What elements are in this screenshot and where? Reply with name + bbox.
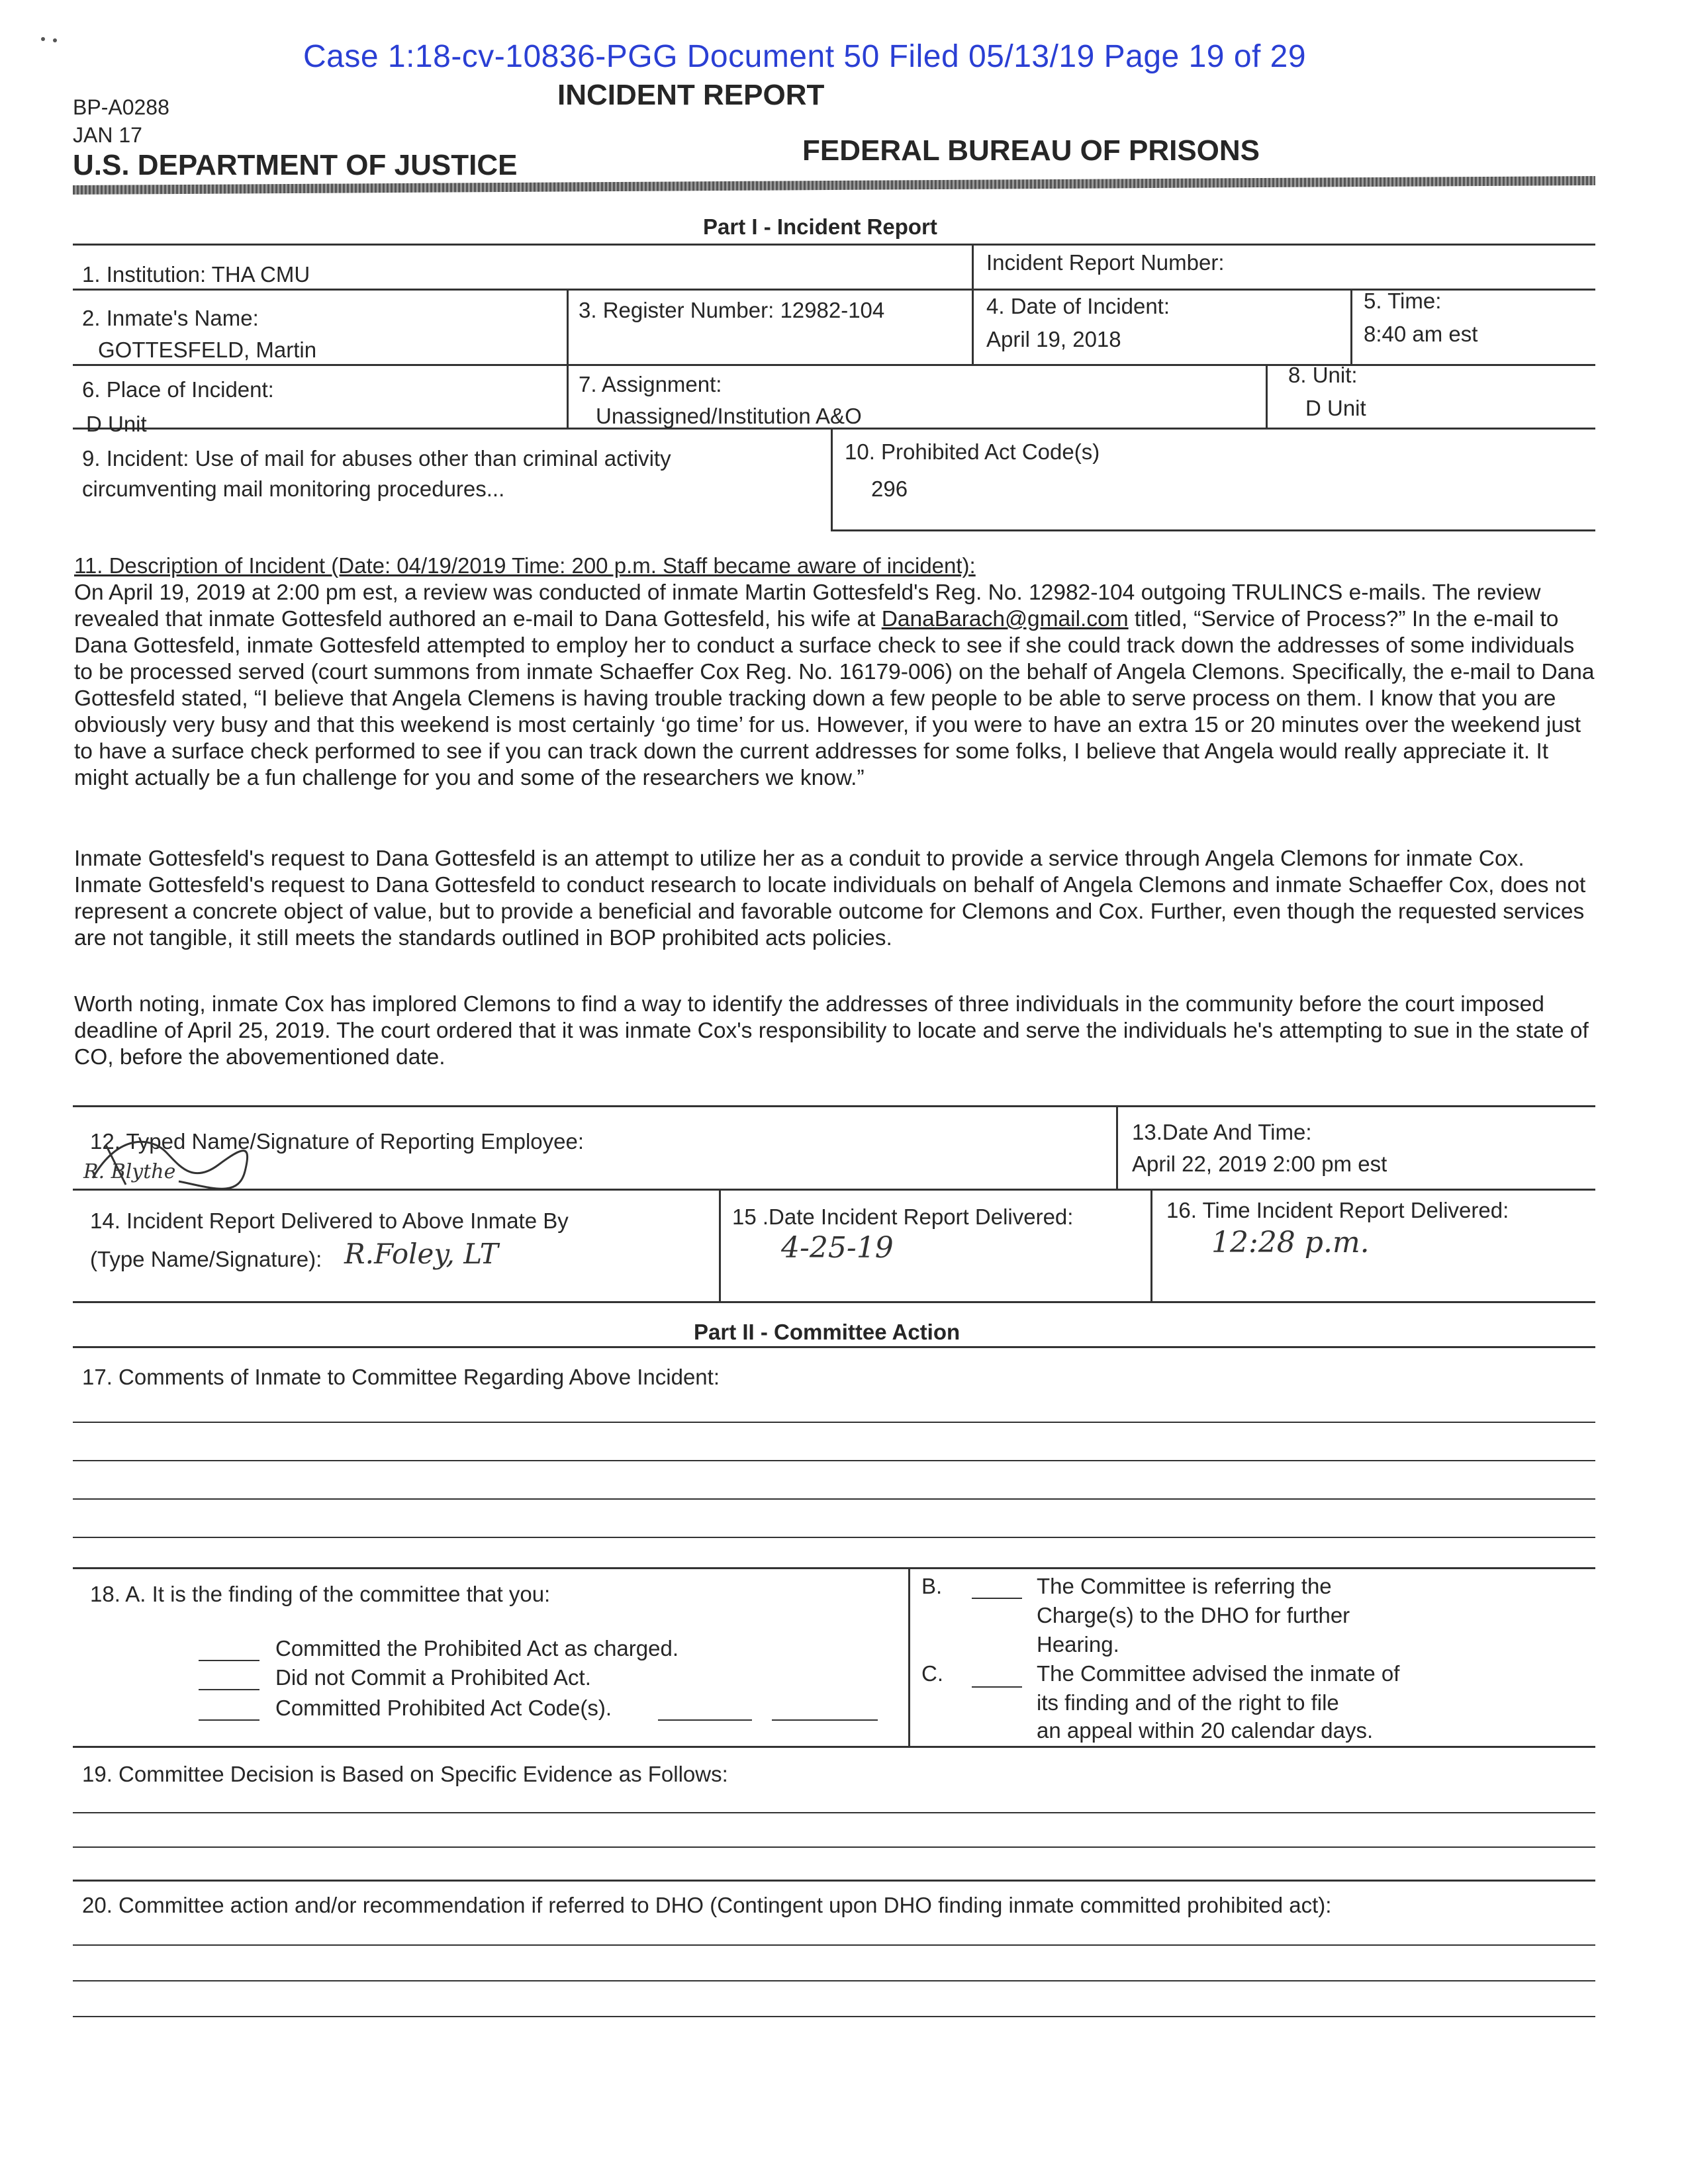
inmate-name-label: 2. Inmate's Name: [82,306,259,330]
rule [73,1301,1595,1303]
rule [73,244,1595,246]
part1-heading: Part I - Incident Report [703,214,937,239]
incident-time-label: 5. Time: [1364,289,1442,313]
rule [908,1567,910,1746]
inmate-comments-label: 17. Comments of Inmate to Committee Regarding Above Incident: [82,1365,720,1389]
committed-code-option: Committed Prohibited Act Code(s). [275,1696,612,1720]
rule [73,1105,1595,1107]
incident-date-label: 4. Date of Incident: [986,294,1170,318]
rule [73,364,1595,366]
place-label: 6. Place of Incident: [82,377,274,402]
not-committed-option: Did not Commit a Prohibited Act. [275,1665,591,1690]
institution-field: 1. Institution: THA CMU [82,262,310,287]
not-committed-checkbox[interactable] [199,1689,259,1690]
part2-heading: Part II - Committee Action [694,1320,961,1344]
scan-speck [41,37,45,41]
evidence-line [73,1846,1595,1848]
evidence-line [73,1812,1595,1813]
action-line [73,1980,1595,1981]
rule [1116,1105,1118,1189]
comment-line [73,1498,1595,1500]
rule [1350,289,1352,364]
option-c-text-1: The Committee advised the inmate of [1037,1661,1400,1686]
inmate-name-value: GOTTESFELD, Martin [98,338,317,362]
reporting-employee-label: 12. Typed Name/Signature of Reporting Employee: [90,1129,584,1154]
option-c-checkbox[interactable] [972,1686,1022,1688]
description-body [74,580,1597,792]
rule [1150,1189,1152,1301]
delivered-time-value: 12:28 p.m. [1211,1226,1370,1259]
option-c-text-2: its finding and of the right to file [1037,1690,1339,1715]
description-paragraph-2: Inmate Gottesfeld's request to Dana Gottesfeld is an attempt to utilize her as a conduit to provide a service through Angela Clemons for inmate Cox. Inmate Gottesfeld's request to Dana Gottesfeld to conduct research to locate individuals on behalf of Angela Clemons and inmate Schaeffer Cox, does not represent a concrete object of value, but to provide a beneficial and favorable outcome for Clemons and Cox. Further, even though the requested services are not tangible, it still meets the standards outlined in BOP prohibited acts policies. [74,846,1586,950]
prohibited-code-label: 10. Prohibited Act Code(s) [845,439,1100,464]
delivered-date-value: 4-25-19 [781,1231,894,1265]
case-stamp: Case 1:18-cv-10836-PGG Document 50 Filed 05/13/19 Page 19 of 29 [303,39,1307,74]
rule [1266,364,1268,428]
comment-line [73,1460,1595,1461]
assignment-label: 7. Assignment: [579,372,722,396]
committed-option: Committed the Prohibited Act as charged. [275,1636,679,1661]
email-address-link[interactable]: DanaBarach@gmail.com [881,607,1129,631]
description-label: 11. Description of Incident (Date: 04/19/2019 Time: 200 p.m. Staff became aware of incident): [74,553,976,578]
rule [719,1189,721,1301]
description-paragraph-1: On April 19, 2019 at 2:00 pm est, a review was conducted of inmate Martin Gottesfeld's Reg. No. 12982-104 outgoing TRULINCS e-mails. The review revealed that inmate Gottesfeld authored an e-mail to Dana Gottesfeld, his wife at DanaBarach@gmail.com titled, “Service of Process?” In the e-mail to Dana Gottesfeld, inmate Gottesfeld attempted to employ her to conduct a surface check to see if she could track down the addresses of some individuals to be processed served (court summons from inmate Schaeffer Cox Reg. No. 16179-006) on the behalf of Angela Clemons. Specifically, the e-mail to Dana Gottesfeld stated, “I believe that Angela Clemens is having trouble tracking down a few people to be able to serve process on them. I know that you are obviously very busy and that this weekend is most certainly ‘go time’ for us. However, if you were to have an extra 15 or 20 minutes over the weekend just to have a surface check performed to see if you can track down the current addresses for some folks, I believe that Angela would really appreciate it. It might actually be a fun challenge for you and some of the researchers we know.” [74,580,1595,790]
unit-value: D Unit [1305,396,1366,420]
option-b-checkbox[interactable] [972,1598,1022,1599]
delivered-date-label: 15 .Date Incident Report Delivered: [732,1205,1074,1229]
code-blank-1[interactable] [658,1719,752,1721]
option-b-text-3: Hearing. [1037,1632,1119,1657]
description-paragraph-3: Worth noting, inmate Cox has implored Clemons to find a way to identify the addresses of three individuals in the community before the court imposed deadline of April 25, 2019. The court ordered that it was inmate Cox's responsibility to locate and serve the individuals he's attempting to sue in the state of CO, before the abovementioned date. [74,992,1589,1069]
prohibited-code-value: 296 [871,477,908,501]
rule [73,1880,1595,1882]
option-b-letter: B. [921,1574,943,1598]
register-number: 3. Register Number: 12982-104 [579,298,885,322]
employee-signature-scribble [79,1125,265,1191]
bureau-name: FEDERAL BUREAU OF PRISONS [802,134,1260,167]
option-c-letter: C. [921,1661,943,1686]
form-date: JAN 17 [73,123,142,147]
committed-checkbox[interactable] [199,1660,259,1661]
option-b-text-1: The Committee is referring the [1037,1574,1332,1598]
option-b-text-2: Charge(s) to the DHO for further [1037,1603,1350,1627]
rule [73,1746,1595,1748]
rule [831,529,1595,531]
place-value: D Unit [86,412,147,436]
delivered-by-signature: R.Foley, LT [344,1238,498,1270]
delivered-by-label-1: 14. Incident Report Delivered to Above Inmate By [90,1208,569,1233]
reporting-employee-signature: R. Blythe [83,1160,176,1183]
date-time-value: April 22, 2019 2:00 pm est [1132,1152,1387,1176]
unit-label: 8. Unit: [1288,363,1358,387]
comment-line [73,1422,1595,1423]
rule [73,1346,1595,1348]
incident-time-value: 8:40 am est [1364,322,1478,346]
comment-line [73,1537,1595,1538]
incident-type-line1: 9. Incident: Use of mail for abuses other than criminal activity [82,446,671,471]
rule [567,289,569,428]
rule [73,1567,1595,1569]
action-line [73,2016,1595,2017]
action-line [73,1944,1595,1946]
rule [972,244,974,364]
rule [73,1189,1595,1191]
delivered-time-label: 16. Time Incident Report Delivered: [1166,1198,1509,1222]
rule [831,428,833,529]
code-checkbox[interactable] [199,1719,259,1721]
dho-action-label: 20. Committee action and/or recommendation if referred to DHO (Contingent upon DHO finding inmate committed prohibited act): [82,1893,1332,1917]
form-number: BP-A0288 [73,95,169,119]
option-c-text-3: an appeal within 20 calendar days. [1037,1718,1374,1743]
incident-report-number-label: Incident Report Number: [986,250,1225,275]
report-title: INCIDENT REPORT [557,79,825,111]
evidence-label: 19. Committee Decision is Based on Specific Evidence as Follows: [82,1762,728,1786]
date-time-label: 13.Date And Time: [1132,1120,1312,1144]
delivered-by-label-2: (Type Name/Signature): [90,1247,322,1271]
incident-date-value: April 19, 2018 [986,327,1121,351]
assignment-value: Unassigned/Institution A&O [596,404,862,428]
scan-speck [53,38,57,42]
finding-label: 18. A. It is the finding of the committee that you: [90,1582,551,1606]
department-name: U.S. DEPARTMENT OF JUSTICE [73,149,518,181]
incident-type-line2: circumventing mail monitoring procedures... [82,477,505,501]
code-blank-2[interactable] [772,1719,878,1721]
